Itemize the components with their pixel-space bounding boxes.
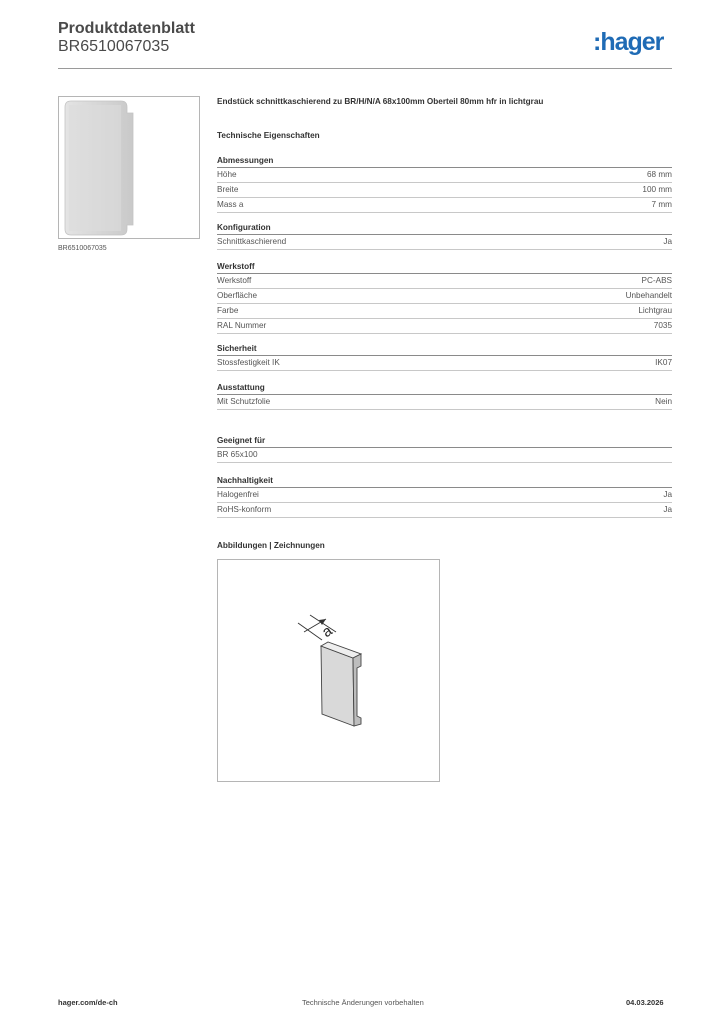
part-front-face [321,646,354,726]
spec-value: 7035 [653,321,672,330]
section-suitable-for [217,435,672,463]
spec-value: Nein [655,397,672,406]
spec-value: IK07 [655,358,672,367]
spec-label: Werkstoff [217,276,252,285]
spec-label: Halogenfrei [217,490,259,499]
spec-row [217,503,672,518]
drawings-heading: Abbildungen | Zeichnungen [217,541,325,550]
section-title: Abmessungen [217,155,672,168]
spec-label: RoHS-konform [217,505,272,514]
section-material [217,261,672,334]
footer-website-link[interactable]: hager.com/de-ch [58,998,118,1007]
product-description: Endstück schnittkaschierend zu BR/H/N/A 68x100mm Oberteil 80mm hfr in lichtgrau [217,97,544,106]
product-number: BR6510067035 [58,38,170,55]
spec-value: Unbehandelt [625,291,672,300]
technical-properties-heading: Technische Eigenschaften [217,131,320,140]
spec-row [217,235,672,250]
spec-value: Ja [663,237,672,246]
spec-label: RAL Nummer [217,321,267,330]
footer-note: Technische Änderungen vorbehalten [302,998,424,1007]
spec-value: PC-ABS [641,276,672,285]
spec-label: Stossfestigkeit IK [217,358,280,367]
spec-value: 100 mm [642,185,672,194]
spec-value: 68 mm [646,170,672,179]
spec-value: Ja [663,505,672,514]
product-image [58,96,200,239]
part-side-face [353,654,361,726]
spec-label: Farbe [217,306,239,315]
spec-label: Höhe [217,170,237,179]
spec-row [217,356,672,371]
spec-value: Lichtgrau [638,306,672,315]
section-title: Sicherheit [217,343,672,356]
spec-label: Breite [217,185,239,194]
section-equipment [217,382,672,410]
hager-logo: :hager [593,28,664,56]
header-divider [58,68,672,69]
section-safety [217,343,672,371]
section-title: Ausstattung [217,382,672,395]
spec-row [217,289,672,304]
section-dimensions [217,155,672,213]
spec-label: BR 65x100 [217,450,258,459]
page-title: Produktdatenblatt [58,20,195,37]
spec-row [217,395,672,410]
spec-value: Ja [663,490,672,499]
spec-row [217,183,672,198]
dimension-label-a: a [318,622,336,642]
footer-date: 04.03.2026 [626,998,664,1007]
spec-label: Mit Schutzfolie [217,397,271,406]
spec-value: 7 mm [651,200,672,209]
spec-row [217,168,672,183]
spec-row [217,274,672,289]
spec-row [217,198,672,213]
extension-line [298,623,322,640]
section-title: Geeignet für [217,435,672,448]
spec-row [217,304,672,319]
section-title: Nachhaltigkeit [217,475,672,488]
technical-drawing [217,559,440,782]
section-title: Werkstoff [217,261,672,274]
spec-label: Mass a [217,200,244,209]
spec-row [217,319,672,334]
spec-row [217,488,672,503]
product-image-caption: BR6510067035 [58,245,107,252]
spec-label: Oberfläche [217,291,258,300]
spec-row [217,448,672,463]
section-configuration [217,222,672,250]
end-cap-drawing [218,560,439,781]
section-title: Konfiguration [217,222,672,235]
end-cap-photo [59,97,199,238]
spec-label: Schnittkaschierend [217,237,287,246]
section-sustainability [217,475,672,518]
